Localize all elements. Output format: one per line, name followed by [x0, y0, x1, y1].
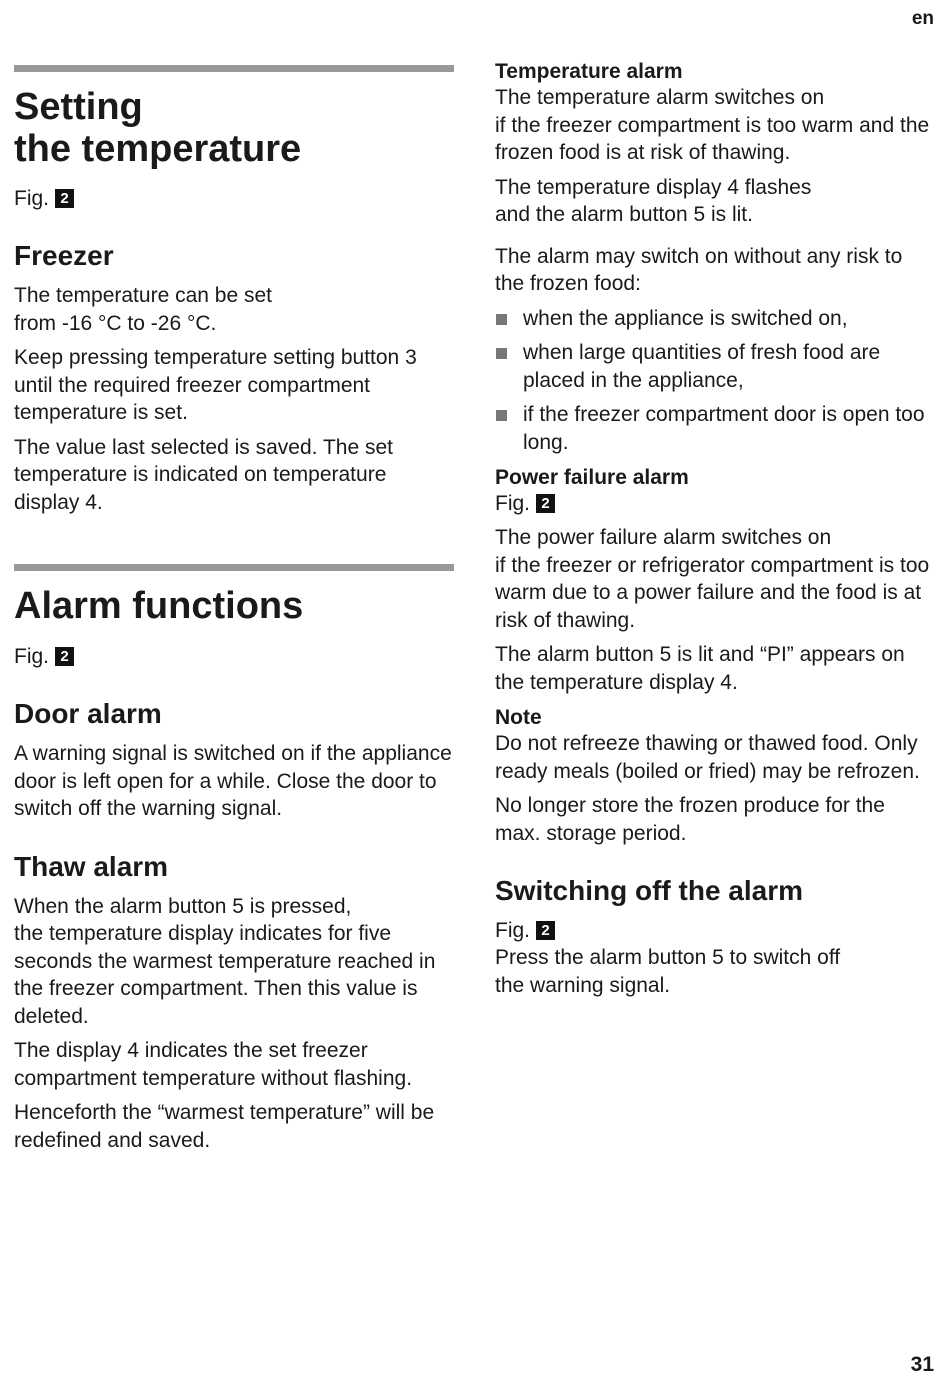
- freezer-paragraph: Keep pressing temperature setting button 3 until the required freezer compartment temperature is set.: [14, 346, 417, 424]
- power-failure-heading: Power failure alarm: [495, 466, 689, 489]
- alarm-functions-title: Alarm functions: [14, 585, 304, 627]
- text-line: Press the alarm button 5 to switch off: [495, 946, 841, 969]
- freezer-paragraph: The value last selected is saved. The set temperature is indicated on temperature display 4.: [14, 435, 393, 514]
- list-item-text: when the appliance is switched on,: [523, 306, 848, 330]
- bullet-square-icon: [496, 314, 507, 325]
- thaw-alarm-heading: Thaw alarm: [14, 850, 169, 882]
- power-failure-paragraph: [495, 524, 935, 634]
- section-rule: [14, 564, 454, 571]
- text-line: if the freezer or refrigerator compartment is too warm due to a power failure and the food is at risk of thawing.: [495, 553, 930, 632]
- right-column: [495, 60, 935, 999]
- bullet-square-icon: [496, 410, 507, 421]
- text-line: from -16 °C to -26 °C.: [14, 311, 217, 335]
- list-item: [495, 305, 935, 333]
- list-item-text: when large quantities of fresh food are placed in the appliance,: [523, 341, 881, 392]
- fig-label: Fig.: [14, 187, 50, 210]
- note-heading: Note: [495, 706, 542, 729]
- title-line: Setting: [14, 86, 143, 128]
- section-rule: [14, 65, 454, 72]
- text-line: if the freezer compartment is too warm and the frozen food is at risk of thawing.: [495, 113, 930, 164]
- temperature-alarm-paragraph: [495, 174, 935, 229]
- left-column: [14, 65, 454, 1154]
- temperature-alarm-paragraph: The alarm may switch on without any risk to the frozen food:: [495, 244, 903, 295]
- fig-reference: [495, 490, 935, 517]
- door-alarm-paragraph: A warning signal is switched on if the appliance door is left open for a while. Close the door to switch off the warning signal.: [14, 742, 452, 820]
- fig-label: Fig.: [14, 645, 50, 668]
- text-line: When the alarm button 5 is pressed,: [14, 894, 352, 918]
- text-line: the temperature display indicates for five seconds the warmest temperature reached in the freezer compartment. Then this value is deleted.: [14, 922, 436, 1028]
- thaw-alarm-paragraph: The display 4 indicates the set freezer compartment temperature without flashing.: [14, 1039, 413, 1090]
- list-item-text: if the freezer compartment door is open too long.: [523, 403, 925, 454]
- freezer-paragraph: [14, 282, 454, 337]
- text-line: The temperature display 4 flashes: [495, 175, 812, 199]
- figure-number-badge: 2: [536, 921, 555, 940]
- fig-reference: [14, 185, 454, 212]
- temperature-alarm-heading: Temperature alarm: [495, 60, 683, 83]
- figure-number-badge: 2: [55, 189, 74, 208]
- page-number: 31: [910, 1353, 934, 1376]
- thaw-alarm-paragraph: [14, 893, 454, 1031]
- figure-number-badge: 2: [55, 647, 74, 666]
- fig-label: Fig.: [495, 919, 531, 942]
- note-paragraph: No longer store the frozen produce for the max. storage period.: [495, 794, 885, 845]
- setting-temperature-title: [14, 86, 454, 170]
- figure-number-badge: 2: [536, 494, 555, 513]
- switching-off-paragraph: [495, 944, 935, 999]
- freezer-heading: Freezer: [14, 240, 114, 271]
- switching-off-alarm-heading: Switching off the alarm: [495, 875, 804, 906]
- text-line: The power failure alarm switches on: [495, 526, 832, 549]
- bullet-square-icon: [496, 348, 507, 359]
- door-alarm-heading: Door alarm: [14, 698, 162, 729]
- list-item: [495, 339, 935, 394]
- alarm-conditions-list: [495, 305, 935, 457]
- text-line: the warning signal.: [495, 973, 671, 997]
- thaw-alarm-paragraph: Henceforth the “warmest temperature” will be redefined and saved.: [14, 1101, 435, 1152]
- temperature-alarm-paragraph: [495, 84, 935, 167]
- language-label: en: [911, 8, 934, 29]
- power-failure-paragraph: The alarm button 5 is lit and “PI” appears on the temperature display 4.: [495, 643, 905, 694]
- fig-reference: [14, 643, 454, 670]
- text-line: and the alarm button 5 is lit.: [495, 203, 753, 226]
- list-item: [495, 401, 935, 456]
- title-line: the temperature: [14, 128, 302, 170]
- text-line: The temperature alarm switches on: [495, 86, 825, 109]
- fig-label: Fig.: [495, 492, 531, 515]
- fig-reference: [495, 917, 935, 944]
- note-paragraph: Do not refreeze thawing or thawed food. Only ready meals (boiled or fried) may be refrozen.: [495, 732, 920, 783]
- text-line: The temperature can be set: [14, 284, 272, 307]
